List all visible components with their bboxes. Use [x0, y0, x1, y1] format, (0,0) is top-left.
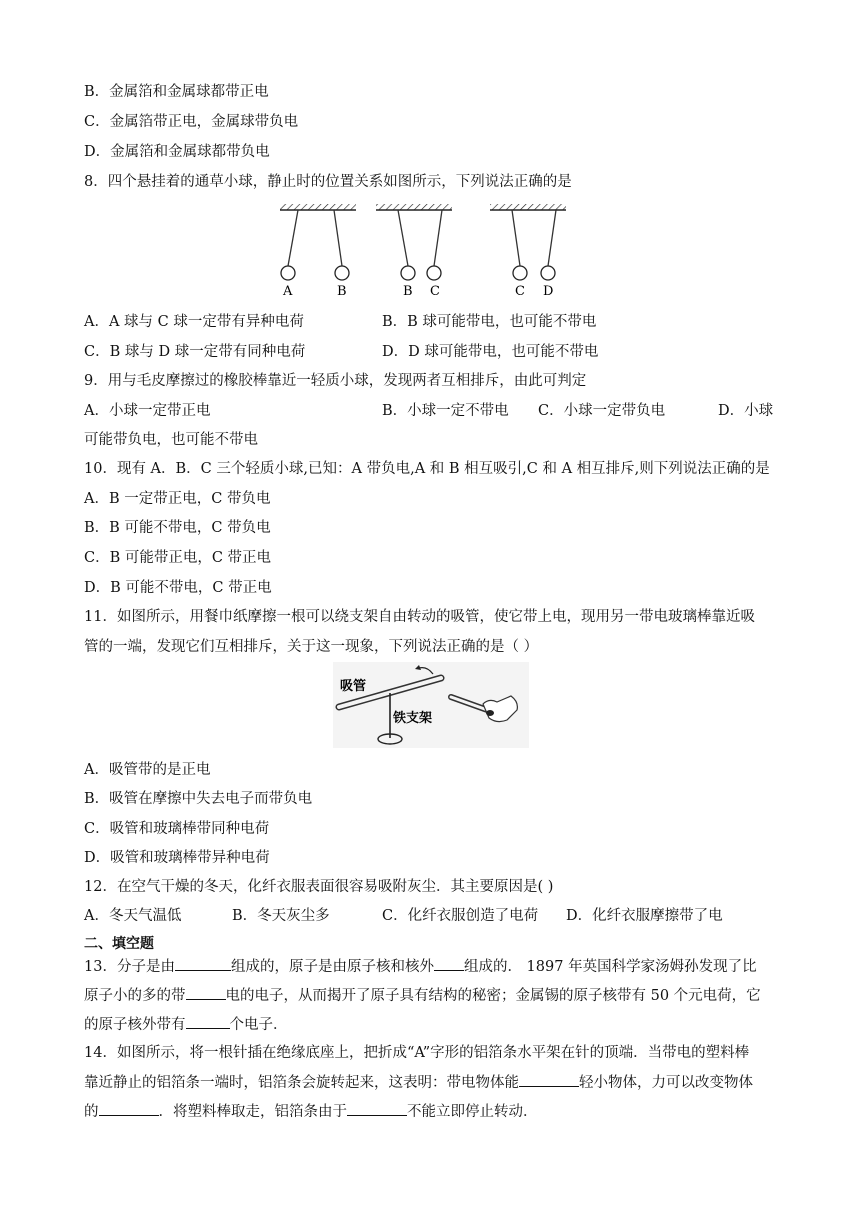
q11-option-b: B．吸管在摩擦中失去电子而带负电 [84, 791, 313, 807]
q14-line1: 14．如图所示，将一根针插在绝缘底座上，把折成“A”字形的铝箔条水平架在针的顶端．当带电的塑料棒 [84, 1045, 750, 1061]
q8-option-c: C．B 球与 D 球一定带有同种电荷 [84, 344, 306, 360]
q13-text-1c: 组成的． 1897 年英国科学家汤姆孙发现了比 [463, 959, 757, 975]
q14-line2 [84, 1072, 753, 1093]
q13-text-1a: 13．分子是由 [84, 959, 175, 975]
q14-text-2a: 靠近静止的铝箔条一端时，铝箔条会旋转起来，这表明：带电物体能 [84, 1075, 519, 1091]
blank-5[interactable] [519, 1072, 579, 1087]
q12-option-b: B．冬天灰尘多 [232, 908, 330, 924]
q9-option-b: B．小球一定不带电 [382, 403, 509, 419]
q12-option-c: C．化纤衣服创造了电荷 [382, 908, 539, 924]
blank-1[interactable] [175, 956, 231, 971]
blank-4[interactable] [186, 1014, 230, 1029]
q11-option-c: C．吸管和玻璃棒带同种电荷 [84, 821, 270, 837]
label-c: C [430, 284, 440, 299]
q9-option-d-continued: 可能带负电，也可能不带电 [84, 432, 258, 448]
q14-line3 [84, 1101, 538, 1122]
blank-3[interactable] [186, 985, 226, 1000]
label-b: B [337, 284, 347, 299]
q13-text-2b: 电的电子，从而揭开了原子具有结构的秘密；金属锡的原子核带有 50 个元电荷，它 [225, 988, 761, 1004]
q11-option-d: D．吸管和玻璃棒带异种电荷 [84, 850, 270, 866]
q10-option-d: D．B 可能不带电，C 带正电 [84, 580, 272, 596]
ball-c2 [513, 266, 527, 280]
blank-2[interactable] [434, 956, 464, 971]
q8-stem: 8．四个悬挂着的通草小球，静止时的位置关系如图所示，下列说法正确的是 [84, 174, 572, 190]
q9-stem: 9．用与毛皮摩擦过的橡胶棒靠近一轻质小球，发现两者互相排斥，由此可判定 [84, 373, 587, 389]
q13-line1 [84, 956, 757, 977]
q13-line3 [84, 1014, 288, 1035]
section-heading: 二、填空题 [84, 936, 154, 952]
q10-option-b: B．B 可能不带电，C 带负电 [84, 520, 271, 536]
ball-d [541, 266, 555, 280]
blank-7[interactable] [347, 1101, 407, 1116]
q9-option-d: D．小球 [718, 403, 774, 419]
q14-text-2b: 轻小物体，力可以改变物体 [579, 1075, 753, 1091]
q10-option-a: A．B 一定带正电，C 带负电 [84, 491, 271, 507]
q9-option-c: C．小球一定带负电 [538, 403, 666, 419]
ball-b2 [401, 266, 415, 280]
q8-option-b: B．B 球可能带电，也可能不带电 [382, 314, 597, 330]
q13-text-1b: 组成的，原子是由原子核和核外 [230, 959, 434, 975]
q8-option-d: D．D 球可能带电，也可能不带电 [382, 344, 599, 360]
q8-option-a: A．A 球与 C 球一定带有异种电荷 [84, 314, 304, 330]
q12-option-a: A．冬天气温低 [84, 908, 182, 924]
ball-a [281, 266, 295, 280]
panel-bc [376, 204, 452, 299]
label-straw: 吸管 [340, 679, 367, 694]
q13-text-3a: 的原子核外带有 [84, 1017, 186, 1033]
q7-option-b: B．金属箔和金属球都带正电 [84, 84, 269, 100]
label-d: D [543, 284, 554, 299]
ball-c [427, 266, 441, 280]
q7-option-d: D．金属箔和金属球都带负电 [84, 144, 270, 160]
straw-stand-figure [333, 662, 529, 748]
q13-text-3b: 个电子． [229, 1017, 288, 1033]
q9-option-a: A．小球一定带正电 [84, 403, 211, 419]
q13-text-2a: 原子小的多的带 [84, 988, 186, 1004]
q14-text-3a: 的 [84, 1104, 99, 1120]
ball-b [335, 266, 349, 280]
q12-option-d: D．化纤衣服摩擦带了电 [566, 908, 723, 924]
label-a: A [283, 284, 293, 299]
panel-ab [280, 204, 356, 299]
hanging-balls-figure [270, 198, 570, 302]
q11-option-a: A．吸管带的是正电 [84, 762, 211, 778]
q10-option-c: C．B 可能带正电，C 带正电 [84, 550, 272, 566]
q14-text-3c: 不能立即停止转动． [407, 1104, 538, 1120]
label-b2: B [403, 284, 413, 299]
panel-cd [490, 204, 566, 299]
q10-stem: 10．现有 A．B．C 三个轻质小球,已知：A 带负电,A 和 B 相互吸引,C 和 A 相互排斥,则下列说法正确的是 [84, 461, 770, 477]
label-c2: C [515, 284, 525, 299]
q7-option-c: C．金属箔带正电，金属球带负电 [84, 114, 299, 130]
q14-text-3b: ．将塑料棒取走，铝箔条由于 [158, 1104, 347, 1120]
q13-line2 [84, 985, 761, 1006]
q11-stem-line2: 管的一端，发现它们互相排斥，关于这一现象，下列说法正确的是（ ） [84, 639, 539, 655]
label-stand: 铁支架 [393, 711, 433, 726]
q12-stem: 12．在空气干燥的冬天，化纤衣服表面很容易吸附灰尘．其主要原因是( ) [84, 879, 554, 895]
q11-stem-line1: 11．如图所示，用餐巾纸摩擦一根可以绕支架自由转动的吸管，使它带上电，现用另一带电玻璃棒靠近吸 [84, 609, 755, 625]
blank-6[interactable] [99, 1101, 159, 1116]
